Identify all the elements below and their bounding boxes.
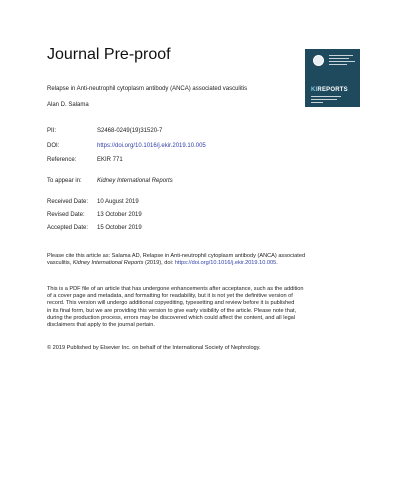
accepted-date-label: Accepted Date: [47,225,89,231]
copyright-notice: © 2019 Published by Elsevier Inc. on behalf of the International Society of Nephrology. [47,345,261,351]
reference-value: EKIR 771 [97,157,123,163]
journal-cover-image [305,49,360,107]
citation-end: . [276,260,278,267]
cover-brand-reports: REPORTS [317,87,348,93]
accepted-date-value: 15 October 2019 [97,225,142,231]
reference-label: Reference: [47,157,77,163]
citation-prefix: vasculitis, [47,260,73,267]
citation-paragraph [47,253,367,267]
citation-middle: (2019), doi: [143,260,175,267]
doi-link[interactable]: https://doi.org/10.1016/j.ekir.2019.10.005 [97,143,206,149]
appear-in-value: Kidney International Reports [97,178,173,184]
cover-subtitle-text [311,96,343,105]
notice-paragraph [47,286,367,329]
appear-in-label: To appear in: [47,178,82,184]
citation-line-2 [47,260,367,267]
cover-brand [311,87,348,93]
notice-line: during the production process, errors may be discovered which could affect the content, and all legal [47,314,296,321]
revised-date-label: Revised Date: [47,212,85,218]
revised-date-value: 13 October 2019 [97,212,142,218]
received-date-value: 10 August 2019 [97,199,139,205]
pii-label: PII: [47,128,57,134]
notice-line: record. This version will undergo additional copyediting, typesetting and review before it is published [47,300,295,307]
received-date-label: Received Date: [47,199,89,205]
notice-line: disclaimers that apply to the journal pertain. [47,322,155,329]
doi-label: DOI: [47,143,60,149]
citation-line-1: Please cite this article as: Salama AD, Relapse in Anti-neutrophil cytoplasm antibody (ANCA) associated [47,253,306,259]
notice-line: of a cover page and metadata, and formatting for readability, but it is not yet the definitive version of [47,293,293,300]
society-logo-icon [313,55,324,66]
citation-doi-link[interactable]: https://doi.org/10.1016/j.ekir.2019.10.005 [174,260,277,267]
cover-header-text [329,55,355,67]
notice-line: in its final form, but we are providing this version to give early visibility of the article. Please note that, [47,307,297,314]
notice-line: This is a PDF file of an article that has undergone enhancements after acceptance, such as the addition [47,286,304,292]
page-title: Journal Pre-proof [47,46,171,63]
citation-journal: Kidney International Reports [72,260,144,267]
cover-brand-ki: KI [311,87,318,93]
article-title: Relapse in Anti-neutrophil cytoplasm antibody (ANCA) associated vasculitis [47,86,248,92]
article-author: Alan D. Salama [47,102,89,108]
pii-value: S2468-0249(19)31520-7 [97,128,163,134]
